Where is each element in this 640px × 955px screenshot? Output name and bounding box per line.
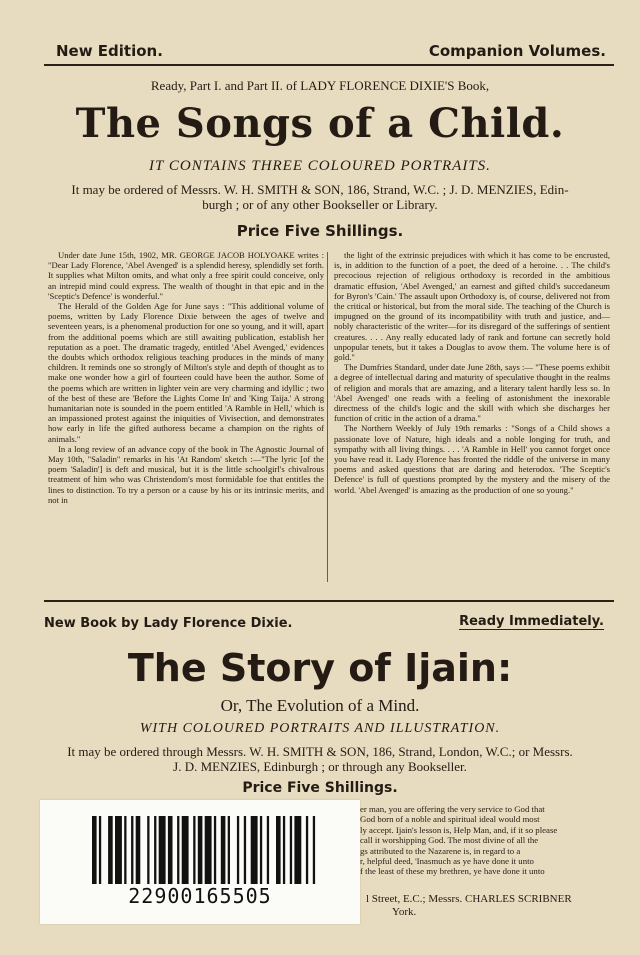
- book1-contains-line: IT CONTAINS THREE COLOURED PORTRAITS.: [149, 158, 491, 174]
- header-rule: [44, 64, 614, 66]
- partial-publisher-text: [366, 893, 572, 919]
- review-paragraph: Under date June 15th, 1902, MR. GEORGE JACOB HOLYOAKE writes : "Dear Lady Florence, 'Abel Avenged' is a splendid heresy, splendidly set forth. It supplies what Milton omits, and what only a free spirit could conceive, only an intrepid mind could express. The wealth of thought in that epic and in the 'Sceptic's Defence' is wonderful.": [48, 250, 324, 301]
- book2-order-text: [28, 744, 612, 774]
- column-divider: [327, 252, 328, 582]
- book1-ready-line: Ready, Part I. and Part II. of LADY FLORENCE DIXIE'S Book,: [150, 78, 490, 93]
- book1-order-line-2: burgh ; or of any other Bookseller or Library.: [202, 197, 438, 212]
- review-column-right: [334, 250, 610, 495]
- review-paragraph: In a long review of an advance copy of the book in The Agnostic Journal of May 10th, "Saladin" remarks in his 'At Random' sketch :—"The lyric [of the poem 'Saladin'] is deft and musical, but it is the little schoolgirl's chivalrous treatment of him who was Christendom's most formidable foe that entitles the lines to distinction. To try a person or a cause by his or its intrinsic merits, and not in: [48, 443, 324, 505]
- ready-immediately-label: Ready Immediately.: [459, 614, 604, 629]
- partial-text-line: gs attributed to the Nazarene is, in regard to a: [360, 845, 521, 856]
- book1-order-text: [28, 182, 612, 212]
- library-barcode-label: [40, 800, 360, 924]
- new-edition-label: New Edition.: [56, 42, 163, 60]
- review-paragraph: The Dumfries Standard, under date June 28th, says :— "These poems exhibit a degree of intellectual daring and maturity of speculative thought in the realms of religion and morals that are amazing, and a literary talent hardly less so. In 'Abel Avenged' one reads with a feeling of astonishment the inexorable directness of the child's logic and the skill with which she discharges her function of critic in the action of a drama.": [334, 362, 610, 424]
- review-paragraph: The Herald of the Golden Age for June says : "This additional volume of poems, written by Lady Florence Dixie between the ages of twelve and seventeen years, is a phenomenal production for one so young, and it will, apart from the additional poems which are still awaiting publication, establish her reputation as a poet. The dramatic tragedy, entitled 'Abel Avenged,' evidences the doubts which orthodox religious teaching produces in the minds of many children. It reminds one so strongly of Milton's style and depth of thought as to make one wonder how a girl of fourteen could have been the author. Some of the poems which are written in lighter vein are very charming and idyllic ; two of the best of these are 'Before the Lights Come In' and 'King Taija.' A strong humanitarian note is sounded in the poem entitled 'A Ramble in Hell,' which is an impassioned protest against the iniquities of Vivisection, and demonstrates how early in life the gifted authoress became a champion on the rights of animals.": [48, 301, 324, 444]
- book2-subtitle: Or, The Evolution of a Mind.: [220, 696, 420, 715]
- partial-publisher-line: York.: [392, 906, 417, 918]
- partial-text-line: call it worshipping God. The most divine of all the: [360, 835, 539, 846]
- review-paragraph: the light of the extrinsic prejudices with which it has come to be encrusted, is, in addition to the function of a poet, the deed of a heroine. . . The child's precocious rejection of religious orthodoxy is recorded in the ambitious dramatic effusion, 'Abel Avenged,' an earnest and gifted child's succedaneum for Byron's 'Cain.' The assault upon Orthodoxy is, of course, delivered not from the critical or historical, but from the moral side. The teaching of the Church is impugned on the ground of its incompatibility with truth and justice, and—nobly characteristic of the writer—for its disregard of the sufferings of sentient creatures. . . . Any really educated lady of rank and fortune can secretly hold unpopular tenets, but it takes a Douglas to avow them. The volume here is of gold.": [334, 250, 610, 363]
- partial-text-line: God born of a noble and spiritual ideal would most: [360, 814, 540, 825]
- book2-with-line: WITH COLOURED PORTRAITS AND ILLUSTRATION.: [139, 721, 501, 736]
- partial-text-line: r, helpful deed, 'Inasmuch as ye have done it unto: [360, 856, 534, 867]
- book1-price: Price Five Shillings.: [236, 222, 404, 240]
- section-rule: [44, 600, 614, 602]
- companion-volumes-label: Companion Volumes.: [428, 42, 606, 60]
- partial-text-line: f the least of these my brethren, ye have done it unto: [360, 866, 545, 877]
- book2-order-line-2: J. D. MENZIES, Edinburgh ; or through any Bookseller.: [173, 759, 467, 774]
- book1-order-line-1: It may be ordered of Messrs. W. H. SMITH & SON, 186, Strand, W.C. ; J. D. MENZIES, Edin-: [71, 182, 569, 197]
- partial-text-block: [360, 804, 636, 877]
- book1-title: The Songs of a Child.: [75, 100, 565, 147]
- book2-order-line-1: It may be ordered through Messrs. W. H. SMITH & SON, 186, Strand, London, W.C.; or Messrs.: [67, 744, 573, 759]
- review-column-left: [48, 250, 324, 505]
- book2-title: The Story of Ijain:: [127, 646, 513, 690]
- new-book-label: New Book by Lady Florence Dixie.: [44, 616, 293, 631]
- review-paragraph: The Northern Weekly of July 19th remarks : "Songs of a Child shows a passionate love of Nature, high ideals and a noble longing for truth, and sympathy with all living things. . . . 'A Ramble in Hell' you cannot forget once you have read it. Lady Florence has fronted the riddle of the universe in many poems and asked questions that are daring and heterodox. 'The Sceptic's Defence' is full of questions prompted by the mystery and the misery of the world. 'Abel Avenged' is amazing as the production of one so young.": [334, 423, 610, 495]
- book2-price: Price Five Shillings.: [242, 780, 398, 796]
- partial-text-line: ly accept. Ijain's lesson is, Help Man, and, if it so please: [360, 824, 558, 835]
- partial-publisher-line: l Street, E.C.; Messrs. CHARLES SCRIBNER: [366, 893, 572, 905]
- barcode-icon: [92, 816, 392, 884]
- barcode-number: 22900165505: [128, 884, 272, 908]
- partial-text-line: er man, you are offering the very service to God that: [360, 804, 545, 814]
